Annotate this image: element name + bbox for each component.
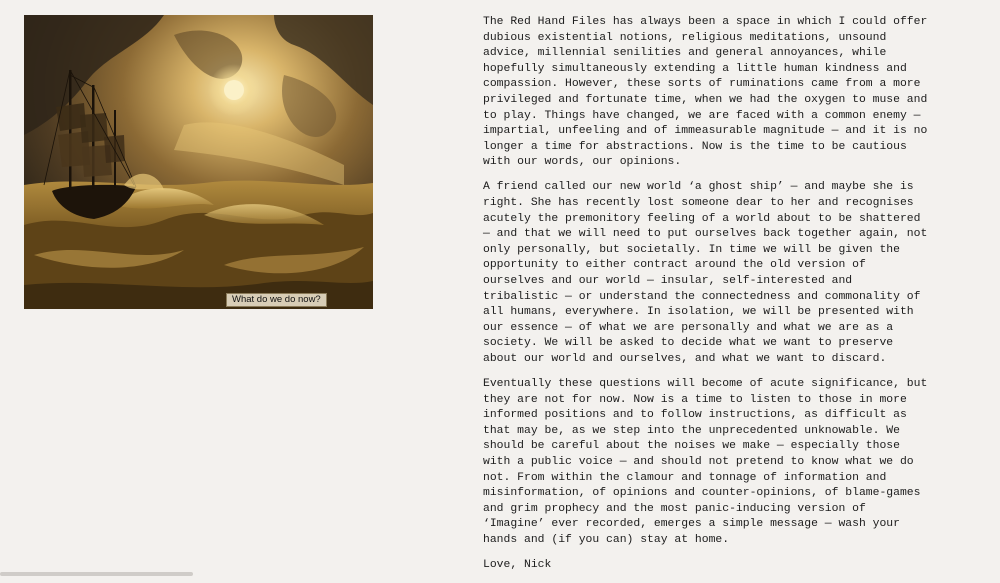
paragraph-2: A friend called our new world ‘a ghost ship’ — and maybe she is right. She has recently lost someone dear to her and recognises acutely the premonitory feeling of a world about to be shattered — and that we will need to put ourselves back together again, not only personally, but societally. In time we will be given the opportunity to either contract around the old version of ourselves and our world — insular, self-interested and tribalistic — or understand the connectedness and commonality of all humans, everywhere. In isolation, we will be presented with our essence — of what we are personally and what we are as a society. We will be asked to decide what we want to preserve about our world and ourselves, and what we want to discard. <box>483 181 928 365</box>
horizontal-scrollbar[interactable] <box>0 572 193 576</box>
paragraph-1: The Red Hand Files has always been a space in which I could offer dubious existential notions, religious meditations, unsound advice, millennial senilities and general annoyances, while hopefully simultaneously extending a little human kindness and compassion. However, these sorts of ruminations came from a more privileged and fortunate time, when we had the oxygen to muse and to play. Things have changed, we are faced with a common enemy — impartial, unfeeling and of immeasurable magnitude — and it is no longer a time for abstractions. Now is the time to be cautious with our words, our opinions. <box>483 16 928 169</box>
signoff: Love, Nick <box>483 559 552 572</box>
article-body <box>483 15 953 583</box>
ship-storm-image <box>24 15 373 309</box>
ghost-ship-painting <box>24 15 373 309</box>
image-caption: What do we do now? <box>226 293 327 307</box>
paragraph-3: Eventually these questions will become of acute significance, but they are not for now. Now is a time to listen to those in more informed positions and to follow instructions, as difficult as that may be, as we step into the unprecedented unknowable. We should be careful about the noises we make — especially those with a public voice — and should not pretend to know what we do not. From within the clamour and tonnage of information and misinformation, of opinions and counter-opinions, of blame-games and grim prophecy and the most panic-inducing version of ‘Imagine’ ever recorded, emerges a simple message — wash your hands and (if you can) stay at home. <box>483 378 928 546</box>
